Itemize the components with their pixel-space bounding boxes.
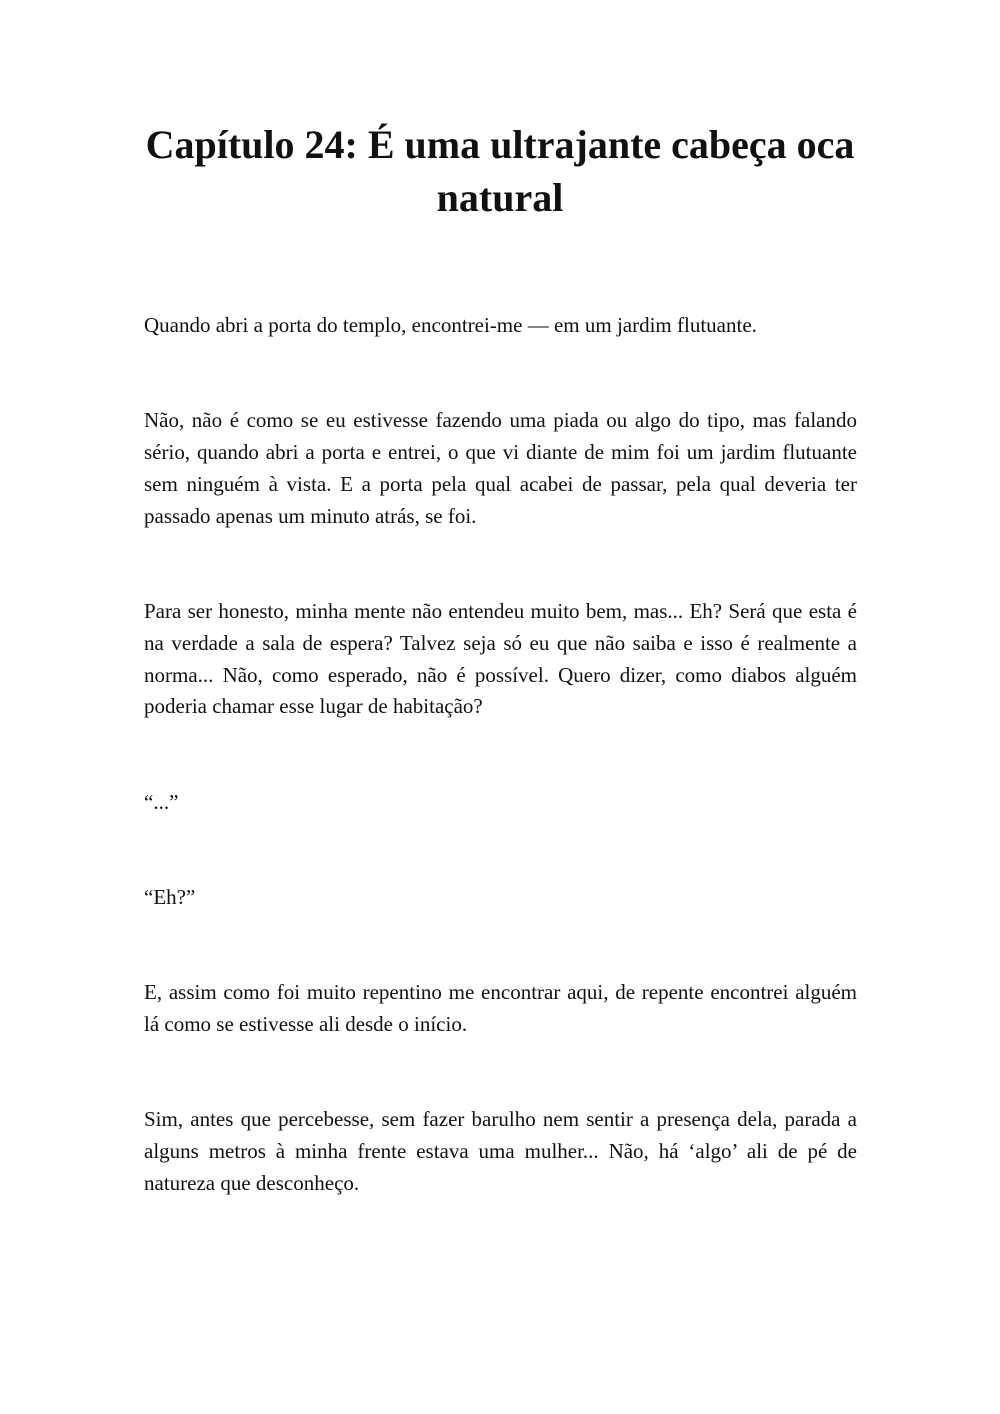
dialogue-line: “Eh?” — [144, 884, 196, 909]
dialogue-line: “...” — [144, 789, 179, 814]
paragraph-gap — [144, 723, 857, 787]
chapter-body — [144, 310, 857, 1200]
paragraph: Para ser honesto, minha mente não entendeu muito bem, mas... Eh? Será que esta é na verdade a sala de espera? Talvez seja só eu que não saiba e isso é realmente a norma... Não, como esperado, não é possível. Quero dizer, como diabos alguém poderia chamar esse lugar de habitação? — [144, 598, 857, 719]
paragraph-gap — [144, 914, 857, 978]
paragraph: Não, não é como se eu estivesse fazendo uma piada ou algo do tipo, mas falando sério, quando abri a porta e entrei, o que vi diante de mim foi um jardim flutuante sem ninguém à vista. E a porta pela qual acabei de passar, pela qual deveria ter passado apenas um minuto atrás, se foi. — [144, 408, 857, 528]
paragraph-gap — [144, 818, 857, 882]
paragraph: Sim, antes que percebesse, sem fazer barulho nem sentir a presença dela, parada a alguns metros à minha frente estava uma mulher... Não, há ‘algo’ ali de pé de natureza que desconheço. — [144, 1107, 857, 1195]
chapter-title: Capítulo 24: É uma ultrajante cabeça oca natural — [145, 122, 855, 220]
paragraph-gap — [144, 532, 857, 596]
paragraph-gap — [144, 342, 857, 406]
paragraph: Quando abri a porta do templo, encontrei-me — em um jardim flutuante. — [144, 313, 757, 337]
paragraph-gap — [144, 1041, 857, 1105]
paragraph: E, assim como foi muito repentino me encontrar aqui, de repente encontrei alguém lá como se estivesse ali desde o início. — [144, 980, 857, 1037]
